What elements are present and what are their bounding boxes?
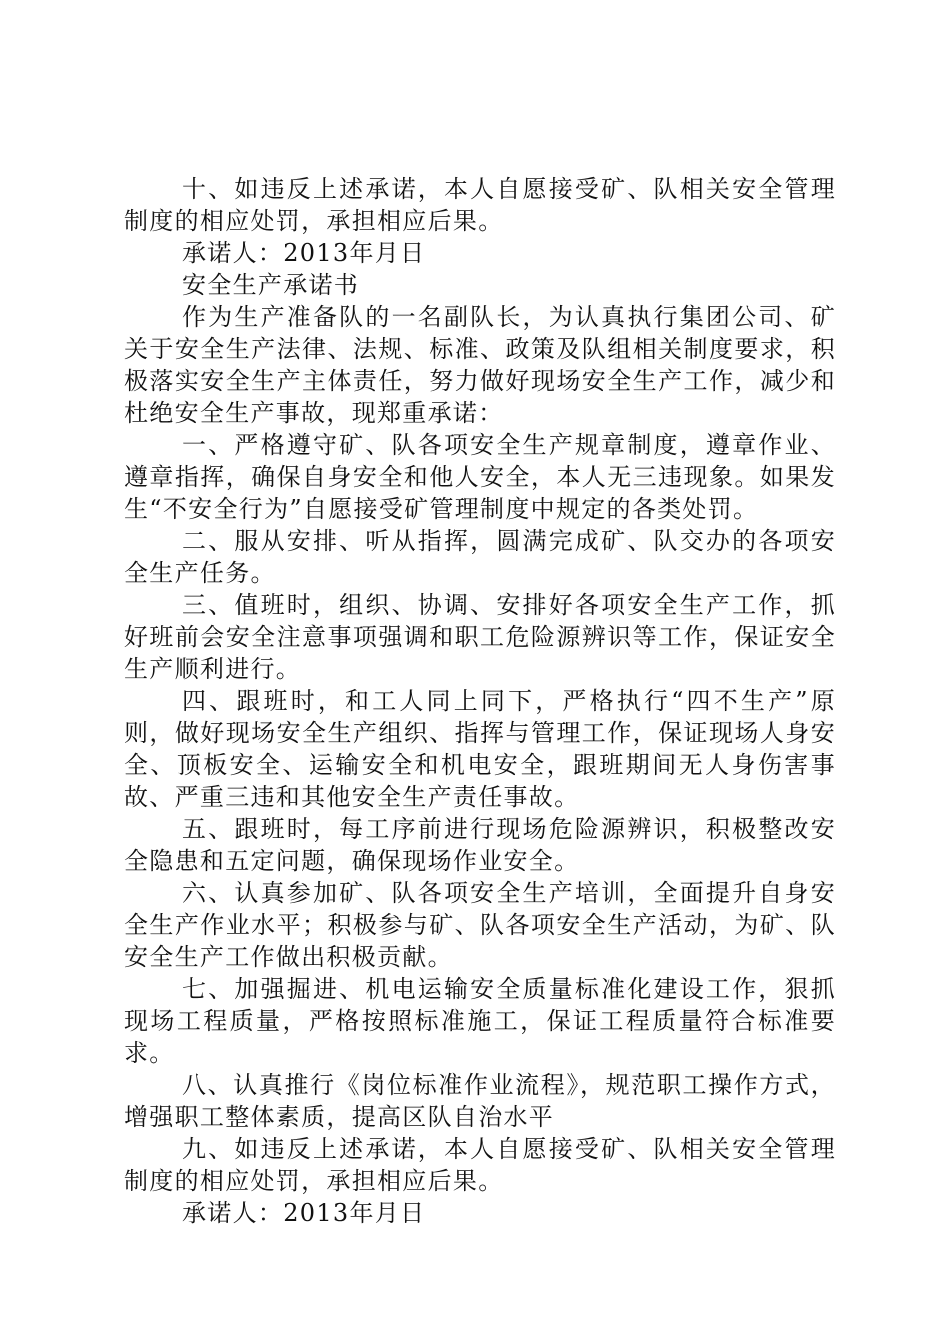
clause-one-paragraph: 一、严格遵守矿、队各项安全生产规章制度，遵章作业、遵章指挥，确保自身安全和他人安全，本人无三违现象。如果发生“不安全行为”自愿接受矿管理制度中规定的各类处罚。 bbox=[124, 431, 836, 523]
clause-nine-paragraph: 九、如违反上述承诺，本人自愿接受矿、队相关安全管理制度的相应处罚，承担相应后果。 bbox=[124, 1135, 836, 1195]
clause-two-paragraph: 二、服从安排、听从指挥，圆满完成矿、队交办的各项安全生产任务。 bbox=[124, 527, 836, 587]
clause-ten-paragraph: 十、如违反上述承诺，本人自愿接受矿、队相关安全管理制度的相应处罚，承担相应后果。 bbox=[124, 175, 836, 235]
clause-four-paragraph: 四、跟班时，和工人同上同下，严格执行“四不生产”原则，做好现场安全生产组织、指挥与管理工作，保证现场人身安全、顶板安全、运输安全和机电安全，跟班期间无人身伤害事故、严重三违和其他安全生产责任事故。 bbox=[124, 687, 836, 811]
clause-seven-paragraph: 七、加强掘进、机电运输安全质量标准化建设工作，狠抓现场工程质量，严格按照标准施工，保证工程质量符合标准要求。 bbox=[124, 975, 836, 1067]
signature-line: 承诺人：2013年月日 bbox=[182, 239, 426, 267]
intro-paragraph: 作为生产准备队的一名副队长，为认真执行集团公司、矿关于安全生产法律、法规、标准、政策及队组相关制度要求，积极落实安全生产主体责任，努力做好现场安全生产工作，减少和杜绝安全生产事故，现郑重承诺： bbox=[124, 303, 836, 427]
clause-six-paragraph: 六、认真参加矿、队各项安全生产培训，全面提升自身安全生产作业水平；积极参与矿、队各项安全生产活动，为矿、队安全生产工作做出积极贡献。 bbox=[124, 879, 836, 971]
clause-eight-paragraph: 八、认真推行《岗位标准作业流程》，规范职工操作方式，增强职工整体素质，提高区队自治水平 bbox=[124, 1071, 836, 1131]
document-title: 安全生产承诺书 bbox=[182, 271, 360, 299]
clause-five-paragraph: 五、跟班时，每工序前进行现场危险源辨识，积极整改安全隐患和五定问题，确保现场作业安全。 bbox=[124, 815, 836, 875]
clause-three-paragraph: 三、值班时，组织、协调、安排好各项安全生产工作，抓好班前会安全注意事项强调和职工危险源辨识等工作，保证安全生产顺利进行。 bbox=[124, 591, 836, 683]
document-body bbox=[124, 173, 836, 1229]
signature-line: 承诺人：2013年月日 bbox=[182, 1199, 426, 1227]
